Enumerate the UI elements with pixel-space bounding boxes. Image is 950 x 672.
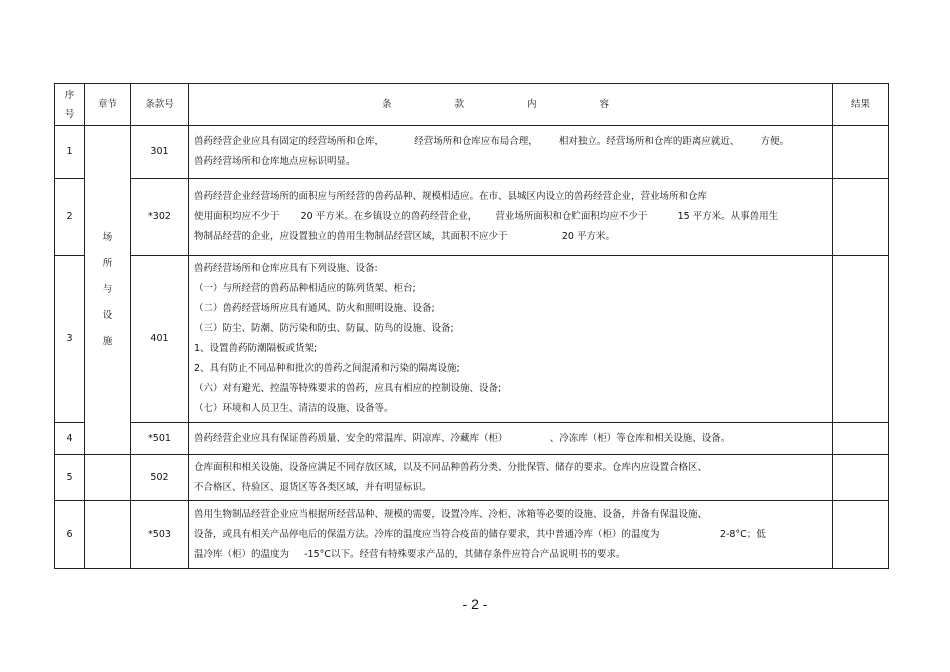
row-seq: 3	[55, 256, 85, 423]
row-result	[833, 126, 889, 179]
inspection-table	[54, 83, 889, 569]
content-line: 兽药经营企业应具有固定的经营场所和仓库， 经营场所和仓库应布局合理， 相对独立。经营场所和仓库的距离应就近、 方便。	[194, 136, 789, 147]
table-row	[55, 423, 889, 455]
row-result	[833, 423, 889, 455]
content-line: 使用面积均应不少于 20 平方米。在乡镇设立的兽药经营企业， 营业场所面积和仓贮面积均应不少于 15 平方米。从事兽用生	[194, 211, 779, 222]
chapter-char: 与	[102, 284, 113, 295]
row-content	[189, 423, 833, 455]
row-clause: 301	[131, 126, 189, 179]
chapter-char: 场	[102, 232, 113, 243]
row-seq: 4	[55, 423, 85, 455]
content-line: 兽药经营企业应具有保证兽药质量、安全的常温库、阴凉库、冷藏库（柜） 、冷冻库（柜）等仓库和相关设施、设备。	[194, 432, 731, 444]
row-content	[189, 501, 833, 569]
content-line: （七）环境和人员卫生、清洁的设施、设备等。	[194, 403, 394, 414]
row-seq: 5	[55, 455, 85, 501]
chapter-char: 设	[102, 310, 113, 321]
content-line: （三）防尘、防潮、防污染和防虫、防鼠、防鸟的设施、设备;	[194, 323, 454, 334]
row-result	[833, 256, 889, 423]
table-row	[55, 126, 889, 179]
header-clause-no: 条款号	[131, 84, 189, 126]
content-line: 不合格区、待验区、退货区等各类区域，并有明显标识。	[194, 481, 432, 493]
content-line: 兽用生物制品经营企业应当根据所经营品种、规模的需要，设置冷库、冷柜、冰箱等必要的设施、设备，并备有保温设施、	[194, 508, 708, 520]
row-clause: 502	[131, 455, 189, 501]
content-line: 兽药经营企业经营场所的面积应与所经营的兽药品种、规模相适应。在市、县城区内设立的兽药经营企业，营业场所和仓库	[194, 191, 708, 202]
table-row	[55, 501, 889, 569]
content-line: 兽药经营场所和仓库应具有下列设施、设备:	[194, 263, 378, 274]
row-content	[189, 455, 833, 501]
chapter-cell-empty	[85, 501, 131, 569]
row-result	[833, 501, 889, 569]
row-seq: 2	[55, 179, 85, 256]
row-seq: 1	[55, 126, 85, 179]
header-chapter: 章节	[85, 84, 131, 126]
chapter-cell-empty	[85, 455, 131, 501]
header-row	[55, 84, 889, 126]
row-clause: *501	[131, 423, 189, 455]
table-row	[55, 179, 889, 256]
row-clause: *302	[131, 179, 189, 256]
chapter-char: 所	[102, 258, 113, 269]
content-line: 兽药经营场所和仓库地点应标识明显。	[194, 156, 356, 167]
row-result	[833, 455, 889, 501]
header-content-label: 条 款 内 容	[381, 98, 640, 110]
row-seq: 6	[55, 501, 85, 569]
header-seq	[55, 84, 85, 126]
content-line: （一）与所经营的兽药品种相适应的陈列货架、柜台;	[194, 283, 416, 294]
chapter-char: 施	[102, 336, 113, 347]
table-row	[55, 455, 889, 501]
content-line: 2、具有防止不同品种和批次的兽药之间混淆和污染的隔离设施;	[194, 363, 460, 374]
header-content	[189, 84, 833, 126]
content-line: 1、设置兽药防潮隔板或货架;	[194, 343, 318, 354]
table-row	[55, 256, 889, 423]
row-clause: *503	[131, 501, 189, 569]
content-line: 物制品经营的企业，应设置独立的兽用生物制品经营区域，其面积不应少于 20 平方米。	[194, 231, 615, 242]
row-result	[833, 179, 889, 256]
row-content	[189, 126, 833, 179]
content-line: （二）兽药经营场所应具有通风、防火和照明设施、设备;	[194, 303, 435, 314]
content-line: 仓库面积和相关设施、设备应满足不同存放区域，以及不同品种兽药分类、分批保管、储存的要求。仓库内应设置合格区、	[194, 461, 708, 473]
header-seq-line: 号	[64, 108, 75, 120]
row-content	[189, 179, 833, 256]
row-content	[189, 256, 833, 423]
content-line: 设备，或具有相关产品停电后的保温方法。冷库的温度应当符合疫苗的储存要求，其中普通冷库（柜）的温度为 2-8°C；低	[194, 528, 766, 540]
row-clause: 401	[131, 256, 189, 423]
chapter-cell	[85, 126, 131, 455]
content-line: （六）对有避光、控温等特殊要求的兽药，应具有相应的控制设施、设备;	[194, 383, 502, 394]
content-line: 温冷库（柜）的温度为 -15°C以下。经营有特殊要求产品的，其储存条件应符合产品说明书的要求。	[194, 548, 626, 560]
header-result: 结果	[833, 84, 889, 126]
header-seq-line: 序	[64, 89, 75, 101]
page-number: - 2 -	[462, 596, 488, 612]
